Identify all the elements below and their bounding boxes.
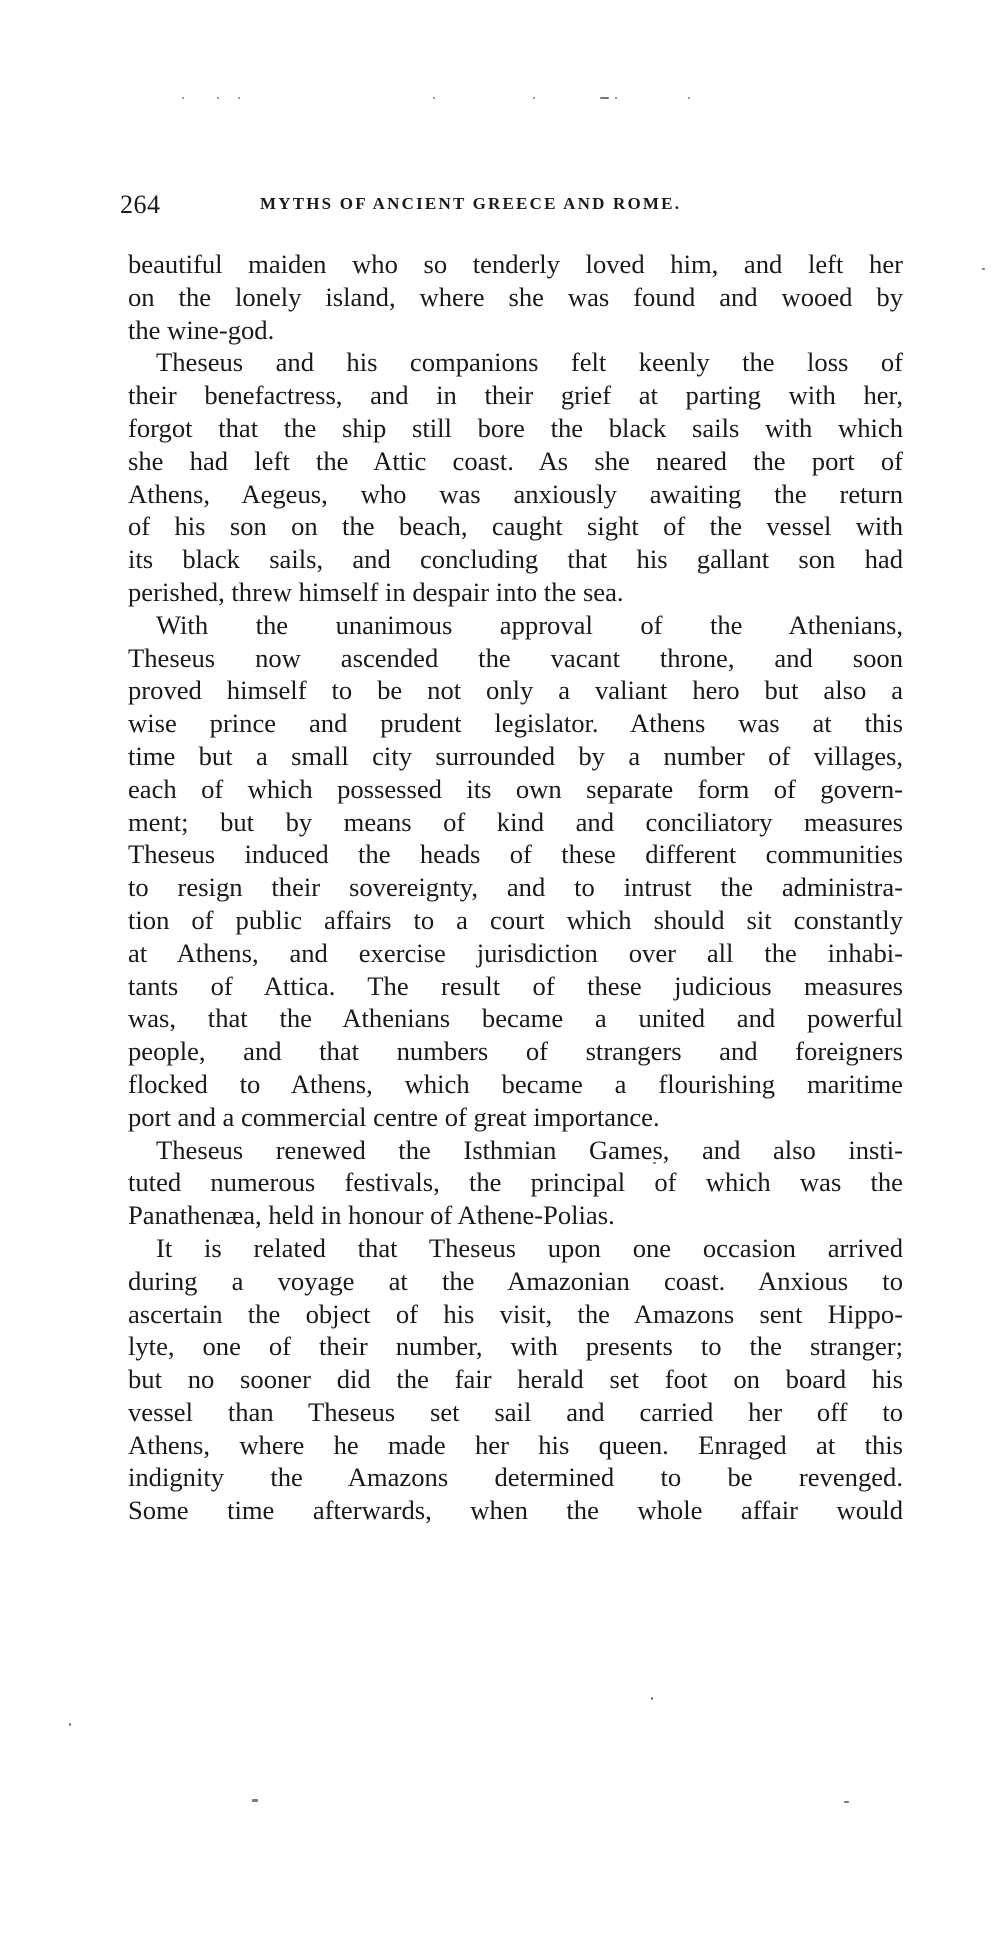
text-line: but no sooner did the fair herald set foot on board his <box>128 1364 903 1395</box>
text-line: Some time afterwards, when the whole affair would <box>128 1495 903 1526</box>
text-line: It is related that Theseus upon one occasion arrived <box>156 1232 903 1263</box>
paragraph <box>128 346 903 608</box>
paragraph <box>128 1134 903 1232</box>
paragraph <box>128 1232 903 1527</box>
body-text <box>128 248 903 1527</box>
text-line: of his son on the beach, caught sight of the vessel with <box>128 511 903 542</box>
text-line: beautiful maiden who so tenderly loved him, and left her <box>128 249 903 279</box>
scan-speck <box>600 97 609 99</box>
text-line: Theseus induced the heads of these different communities <box>128 839 903 870</box>
text-line: tuted numerous festivals, the principal of which was the <box>128 1167 903 1198</box>
scan-speck <box>433 97 435 99</box>
text-line: people, and that numbers of strangers and foreigners <box>128 1036 903 1067</box>
scan-speck <box>182 97 184 99</box>
text-line: Panathenæa, held in honour of Athene-Polias. <box>128 1200 615 1231</box>
text-line: its black sails, and concluding that his gallant son had <box>128 544 903 575</box>
text-line: the wine-god. <box>128 314 275 345</box>
text-line: perished, threw himself in despair into the sea. <box>128 576 624 607</box>
text-line: to resign their sovereignty, and to intrust the administra- <box>128 872 903 903</box>
text-line: time but a small city surrounded by a number of villages, <box>128 740 903 771</box>
scan-speck <box>688 97 690 99</box>
text-line: ascertain the object of his visit, the Amazons sent Hippo- <box>128 1298 903 1329</box>
page-number: 264 <box>120 190 161 219</box>
text-line: ment; but by means of kind and conciliatory measures <box>128 806 903 837</box>
text-line: she had left the Attic coast. As she neared the port of <box>128 445 903 476</box>
text-line: Theseus and his companions felt keenly the loss of <box>156 347 903 378</box>
text-line: on the lonely island, where she was found and wooed by <box>128 281 903 312</box>
text-line: With the unanimous approval of the Athenians, <box>156 609 903 640</box>
text-line: proved himself to be not only a valiant hero but also a <box>128 675 903 706</box>
text-line: vessel than Theseus set sail and carried her off to <box>128 1396 903 1427</box>
text-line: was, that the Athenians became a united and powerful <box>128 1003 903 1034</box>
text-line: Athens, Aegeus, who was anxiously awaiting the return <box>128 478 903 509</box>
scan-speck <box>844 1801 849 1803</box>
text-line: Theseus renewed the Isthmian Games, and also insti- <box>156 1134 903 1165</box>
text-line: each of which possessed its own separate form of govern- <box>128 773 903 804</box>
text-line: their benefactress, and in their grief at parting with her, <box>128 380 903 411</box>
scan-speck <box>217 97 219 99</box>
text-line: tants of Attica. The result of these judicious measures <box>128 970 903 1001</box>
scan-speck <box>533 97 535 99</box>
text-line: tion of public affairs to a court which should sit constantly <box>128 904 903 935</box>
scan-speck <box>69 1723 71 1726</box>
text-line: lyte, one of their number, with presents to the stranger; <box>128 1331 903 1362</box>
scan-speck <box>252 1799 258 1802</box>
scan-speck <box>651 1697 653 1700</box>
paragraph <box>128 609 903 1134</box>
scan-speck <box>238 97 240 99</box>
text-line: during a voyage at the Amazonian coast. Anxious to <box>128 1265 903 1296</box>
scan-speck <box>982 268 985 270</box>
paragraph <box>128 248 903 346</box>
text-line: port and a commercial centre of great importance. <box>128 1101 660 1132</box>
page-header <box>120 190 900 230</box>
text-line: Athens, where he made her his queen. Enraged at this <box>128 1429 903 1460</box>
running-head: MYTHS OF ANCIENT GREECE AND ROME. <box>260 194 682 213</box>
text-line: Theseus now ascended the vacant throne, and soon <box>128 642 903 673</box>
scan-speck <box>615 97 617 99</box>
text-line: at Athens, and exercise jurisdiction over all the inhabi- <box>128 937 903 968</box>
text-line: flocked to Athens, which became a flourishing maritime <box>128 1068 903 1099</box>
text-line: forgot that the ship still bore the black sails with which <box>128 412 903 443</box>
text-line: wise prince and prudent legislator. Athens was at this <box>128 708 903 739</box>
text-line: indignity the Amazons determined to be revenged. <box>128 1462 903 1493</box>
